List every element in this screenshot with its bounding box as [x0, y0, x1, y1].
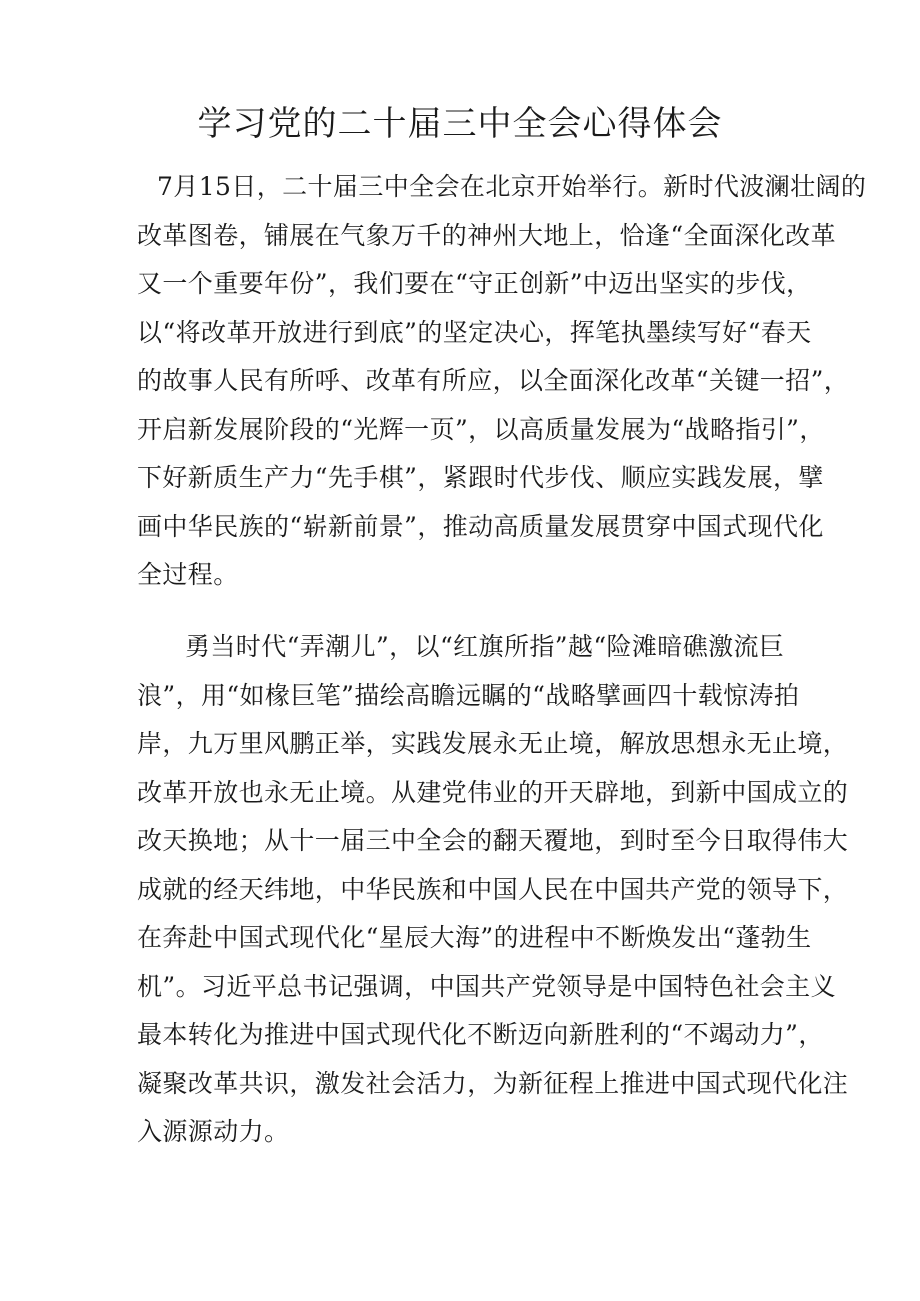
text-line: 改天换地；从十一届三中全会的翻天覆地，到时至今日取得伟大	[137, 826, 849, 855]
text-line: 勇当时代“弄潮儿”，以“红旗所指”越“险滩暗礁激流巨	[185, 632, 785, 661]
document-title: 学习党的二十届三中全会心得体会	[197, 104, 723, 144]
text-line: 改革开放也永无止境。从建党伟业的开天辟地，到新中国成立的	[137, 777, 849, 807]
text-line: 又一个重要年份”，我们要在“守正创新”中迈出坚实的步伐，	[137, 269, 812, 298]
text-line: 成就的经天纬地，中华民族和中国人民在中国共产党的领导下，	[137, 874, 849, 904]
text-line: 全过程。	[137, 560, 239, 589]
text-line: 改革图卷，铺展在气象万千的神州大地上，恰逢“全面深化改革	[137, 220, 836, 250]
text-line: 7月15日，二十届三中全会在北京开始举行。新时代波澜壮阔的	[157, 172, 867, 201]
text-line: 在奔赴中国式现代化“星辰大海”的进程中不断焕发出“蓬勃生	[137, 923, 812, 952]
text-line: 开启新发展阶段的“光辉一页”，以高质量发展为“战略指引”，	[137, 414, 825, 444]
paragraph-1	[137, 163, 867, 600]
text-line: 最本转化为推进中国式现代化不断迈向新胜利的“不竭动力”，	[137, 1020, 824, 1049]
text-line: 下好新质生产力“先手棋”，紧跟时代步伐、顺应实践发展，擘	[137, 463, 824, 492]
text-line: 的故事人民有所呼、改革有所应，以全面深化改革“关键一招”，	[137, 366, 850, 395]
paragraph-2	[137, 623, 849, 1157]
text-line: 机”。习近平总书记强调，中国共产党领导是中国特色社会主义	[137, 971, 836, 1001]
text-line: 凝聚改革共识，激发社会活力，为新征程上推进中国式现代化注	[137, 1068, 849, 1098]
text-line: 入源源动力。	[137, 1117, 290, 1146]
text-line: 画中华民族的“崭新前景”，推动高质量发展贯穿中国式现代化	[137, 511, 824, 541]
text-line: 浪”，用“如椽巨笔”描绘高瞻远瞩的“战略擘画四十载惊涛拍	[137, 680, 800, 710]
text-line: 岸，九万里风鹏正举，实践发展永无止境，解放思想永无止境，	[137, 729, 849, 758]
text-line: 以“将改革开放进行到底”的坚定决心，挥笔执墨续写好“春天	[137, 317, 812, 347]
